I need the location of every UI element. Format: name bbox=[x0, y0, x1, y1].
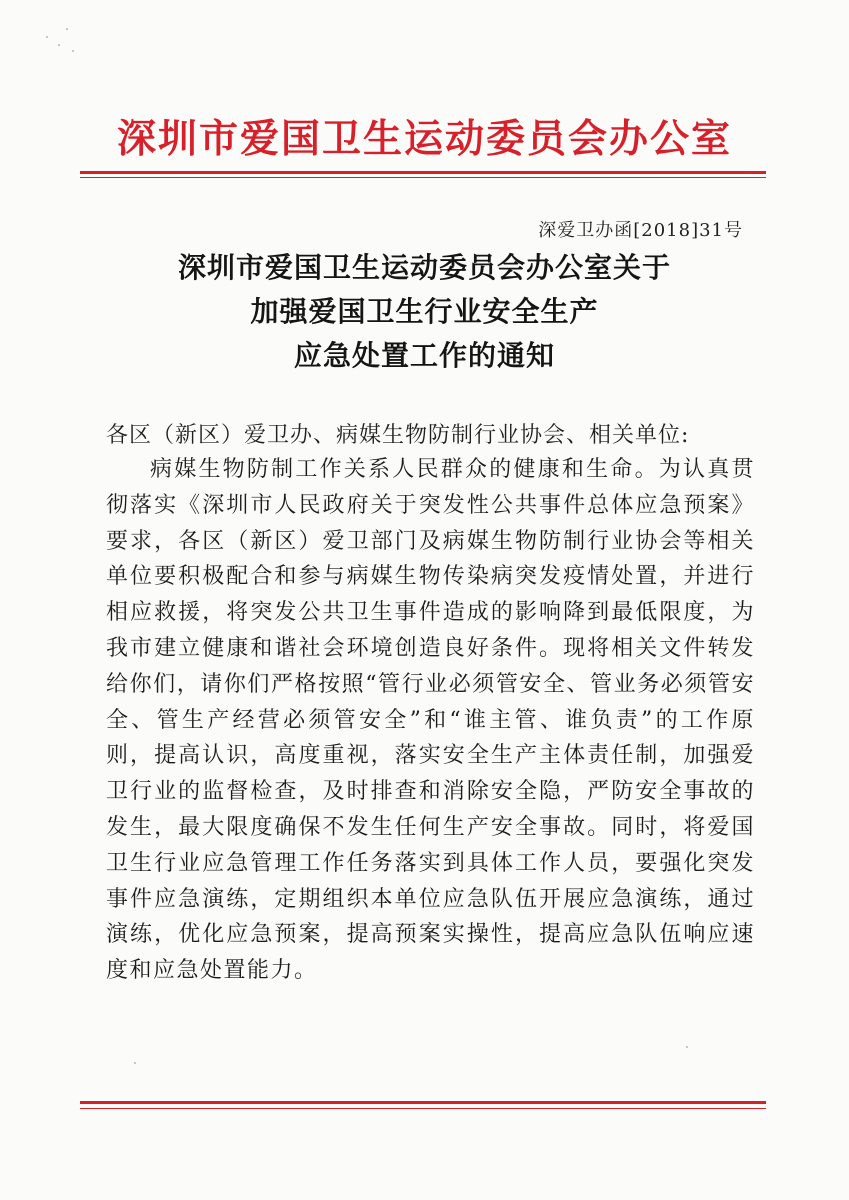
title-line-1: 深圳市爱国卫生运动委员会办公室关于 bbox=[177, 251, 671, 284]
document-title bbox=[0, 246, 849, 378]
scan-speck bbox=[134, 1062, 136, 1064]
footer-rule-thick bbox=[80, 1101, 766, 1104]
letterhead-organization: 深圳市爱国卫生运动委员会办公室 bbox=[116, 116, 732, 162]
scan-speck bbox=[686, 1046, 688, 1048]
scan-speck bbox=[72, 50, 74, 52]
document-number: 深爱卫办函[2018]31号 bbox=[538, 220, 743, 241]
footer-rule-thin bbox=[80, 1108, 766, 1109]
addressee-line: 各区（新区）爱卫办、病媒生物防制行业协会、相关单位: bbox=[106, 423, 690, 448]
scan-speck bbox=[66, 28, 68, 30]
scan-speck bbox=[58, 44, 60, 46]
body-paragraph: 病媒生物防制工作关系人民群众的健康和生命。为认真贯彻落实《深圳市人民政府关于突发性公共事件总体应急预案》要求，各区（新区）爱卫部门及病媒生物防制行业协会等相关单位要积极配合和参与病媒生物传染病突发疫情处置，并进行相应救援，将突发公共卫生事件造成的影响降到最低限度，为我市建立健康和谐社会环境创造良好条件。现将相关文件转发给你们，请你们严格按照“管行业必须管安全、管业务必须管安全、管生产经营必须管安全”和“谁主管、谁负责”的工作原则，提高认识，高度重视，落实安全生产主体责任制，加强爱卫行业的监督检查，及时排查和消除安全隐，严防安全事故的发生，最大限度确保不发生任何生产安全事故。同时，将爱国卫生行业应急管理工作任务落实到具体工作人员，要强化突发事件应急演练，定期组织本单位应急队伍开展应急演练，通过演练，优化应急预案，提高预案实操性，提高应急队伍响应速度和应急处置能力。 bbox=[106, 457, 755, 984]
letterhead-rule-thick bbox=[80, 171, 766, 174]
scan-speck bbox=[46, 36, 48, 38]
title-line-2: 加强爱国卫生行业安全生产 bbox=[250, 295, 599, 328]
letterhead-rule-thin bbox=[80, 177, 766, 178]
title-line-3: 应急处置工作的通知 bbox=[293, 339, 555, 372]
